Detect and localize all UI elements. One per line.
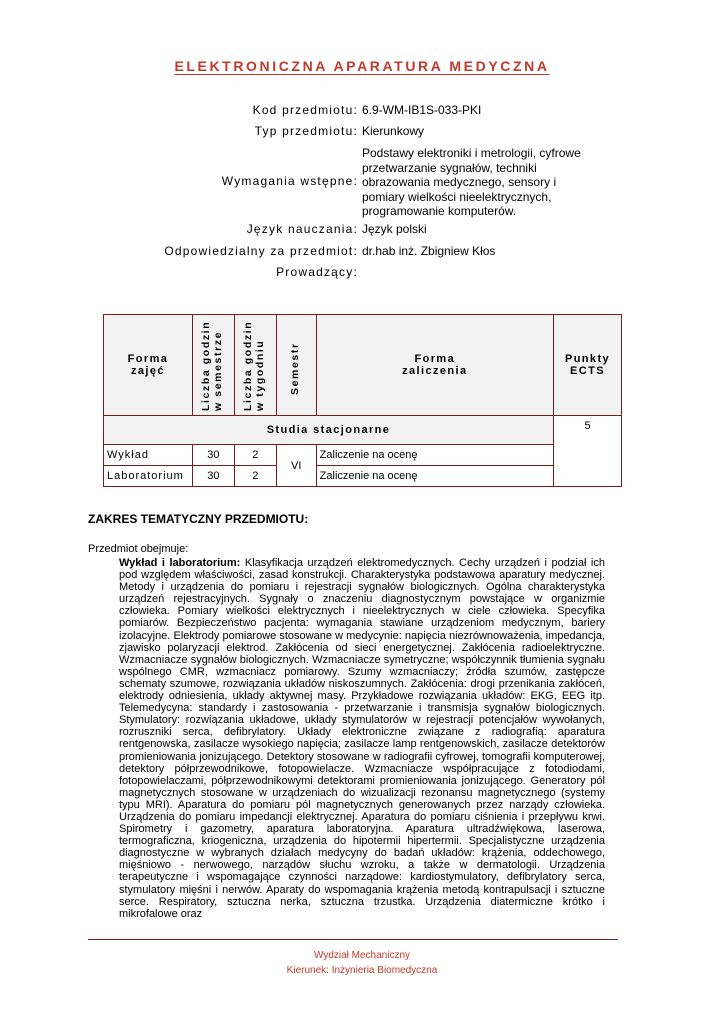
header-punkty-ects: Punkty ECTS xyxy=(554,315,622,416)
table-row xyxy=(104,466,622,487)
studia-stacjonarne: Studia stacjonarne xyxy=(104,416,554,445)
course-table xyxy=(103,314,622,487)
intro-text: Przedmiot obejmuje: xyxy=(88,543,189,555)
header-semestr: Semestr xyxy=(276,315,316,416)
course-content xyxy=(119,557,605,920)
studia-row xyxy=(104,416,622,445)
jezyk-label: Język nauczania: xyxy=(246,222,358,236)
document-title: ELEKTRONICZNA APARATURA MEDYCZNA xyxy=(174,58,550,74)
ects-value: 5 xyxy=(554,416,622,487)
header-liczba-godzin-tydzien: Liczba godzin w tygodniu xyxy=(234,315,276,416)
godziny-tydzien-cell: 2 xyxy=(234,445,276,466)
header-forma-zaliczenia: Forma zaliczenia xyxy=(316,315,553,416)
content-heading: Wykład i laboratorium: xyxy=(119,557,241,569)
table-header-row xyxy=(104,315,622,416)
footer-faculty: Wydział Mechaniczny xyxy=(313,950,411,961)
kod-label: Kod przedmiotu: xyxy=(252,103,358,117)
typ-value: Kierunkowy xyxy=(362,124,425,138)
header-forma-zajec: Forma zajęć xyxy=(104,315,193,416)
header-liczba-godzin-semestr: Liczba godzin w semestrze xyxy=(192,315,234,416)
odpowiedzialny-value: dr.hab inż. Zbigniew Kłos xyxy=(362,244,496,258)
forma-cell: Laboratorium xyxy=(104,466,193,487)
godziny-tydzien-cell: 2 xyxy=(234,466,276,487)
semestr-cell: VI xyxy=(276,445,316,487)
forma-cell: Wykład xyxy=(104,445,193,466)
godziny-semestr-cell: 30 xyxy=(192,466,234,487)
zaliczenie-cell: Zaliczenie na ocenę xyxy=(316,445,553,466)
wymagania-value: Podstawy elektroniki i metrologii, cyfrowe przetwarzanie sygnałów, techniki obrazowania medycznego, sensory i pomiary wielkości nieelektrycznych, programowanie komputerów. xyxy=(362,146,581,218)
jezyk-value: Język polski xyxy=(362,222,427,236)
kod-value: 6.9-WM-IB1S-033-PKI xyxy=(362,103,482,117)
prowadzacy-label: Prowadzący: xyxy=(276,265,358,279)
footer-divider xyxy=(88,939,618,940)
table-row xyxy=(104,445,622,466)
zaliczenie-cell: Zaliczenie na ocenę xyxy=(316,466,553,487)
content-text: Klasyfikacja urządzeń elektromedycznych. Cechy urządzeń i podział ich pod względem właściwości, zasad konstrukcji. Charakterystyka podstawowa aparatury medycznej. Metody i urządzenia do pomiaru i rejestracji sygnałów biologicznych. Ogólna charakterystyka urządzeń rejestracyjnych. Sygnały o znaczeniu diagnostycznym powstające w organizmie człowieka. Pomiary wielkości elektrycznych i nieelektrycznych w ciele człowieka. Specyfika pomiarów. Bezpieczeństwo pacjenta: wymagania stawiane urządzeniom medycznym, bariery izolacyjne. Elektrody pomiarowe stosowane w medycynie: napięcia niezrównoważenia, impedancja, zjawisko polaryzacji elektrod. Zakłócenia od sieci energetycznej. Zakłócenia radioelektryczne. Wzmacniacze sygnałów biologicznych. Wzmacniacze symetryczne; współczynnik tłumienia sygnału wspólnego CMR, wzmacniacz pomiarowy. Szumy wzmacniaczy; źródła szumów, zastępcze schematy szumowe, rozwiązania układów niskoszumnych. Zakłócenia: drogi przenikania zakłóceń, elektrody odniesienia, układy aktywnej masy. Przykładowe rozwiązania układów: EKG, EEG itp. Telemedycyna: standardy i zastosowania - przetwarzanie i transmisja sygnałów biologicznych. Stymulatory: rozwiązania układowe, układy stymulatorów w rejestracji potencjałów wywołanych, rozruszniki serca, defibrylatory. Układy elektroniczne związane z radiografią: aparatura rentgenowska, zasilacze wysokiego napięcia; zasilacze lamp rentgenowskich, zasilacze detektorów promieniowania jonizującego. Detektory stosowane w radiografii cyfrowej, tomografii komputerowej, detektory półprzewodnikowe, fotopowielacze. Wzmacniacze współpracujące z fotodiodami, fotopowielaczami, półprzewodnikowymi detektorami promieniowania jonizującego. Generatory pól magnetycznych stosowane w urządzeniach do wizualizacji rezonansu magnetycznego (systemy typu MRI). Aparatura do pomiaru pól magnetycznych generowanych przez narządy człowieka. Urządzenia do pomiaru impedancji elektrycznej. Aparatura do pomiaru ciśnienia i przepływu krwi. Spirometry i gazometry, aparatura laboratoryjna. Aparatura ultradźwiękowa, laserowa, termograficzna, kriogeniczna, urządzenia do hipotermii hipertermii. Specjalistyczne urządzenia diagnostyczne w wybranych działach medycyny do badań układów: krążenia, oddechowego, mięśniowo - nerwowego, narządów słuchu wzroku, a także w dermatologii. Urządzenia terapeutyczne i wspomagające czynności narządowe: kardiostymulatory, defibrylatory serca, stymulatory mięśni i nerwów. Aparaty do wspomagania krążenia metodą kontrapulsacji i sztuczne serce. Respiratory, sztuczna nerka, sztuczna trzustka. Urządzenia diatermiczne krótko i mikrofalowe oraz xyxy=(119,557,605,920)
odpowiedzialny-label: Odpowiedzialny za przedmiot: xyxy=(164,244,358,258)
section-title: ZAKRES TEMATYCZNY PRZEDMIOTU: xyxy=(88,512,309,526)
godziny-semestr-cell: 30 xyxy=(192,445,234,466)
typ-label: Typ przedmiotu: xyxy=(254,124,358,138)
footer-field: Kierunek: Inżynieria Biomedyczna xyxy=(286,965,438,976)
wymagania-label: Wymagania wstępne: xyxy=(221,174,358,188)
